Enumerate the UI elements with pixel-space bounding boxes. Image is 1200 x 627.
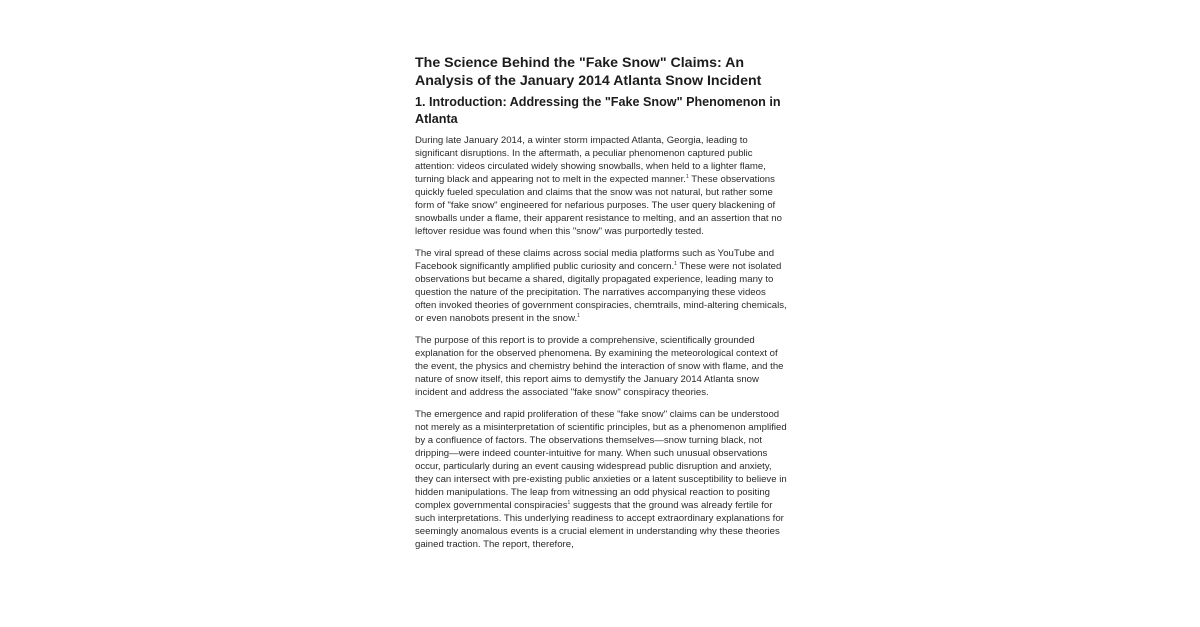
paragraph-1 [415,134,787,238]
paragraph-2-text-b: These were not isolated observations but became a shared, digitally propagated experience, leading many to question the nature of the precipitation. The narratives accompanying these videos often invoked theories of government conspiracies, chemtrails, mind-altering chemicals, or even nanobots present in the snow. [415,261,787,324]
footnote-marker[interactable]: 1 [577,312,580,319]
paragraph-1-text-b: These observations quickly fueled speculation and claims that the snow was not natural, but rather some form of "fake snow" engineered for nefarious purposes. The user query blackening of snowballs under a flame, their apparent resistance to melting, and an assertion that no leftover residue was found when this "snow" was purportedly tested. [415,174,782,237]
document-title: The Science Behind the "Fake Snow" Claims: An Analysis of the January 2014 Atlanta Snow Incident [415,55,762,89]
footnote-marker[interactable]: 1 [674,260,677,267]
footnote-marker[interactable]: 1 [685,173,689,180]
paragraph-3-text: The purpose of this report is to provide a comprehensive, scientifically grounded explanation for the observed phenomena. By examining the meteorological context of the event, the physics and chemistry behind the interaction of snow with flame, and the nature of snow itself, this report aims to demystify the January 2014 Atlanta snow incident and address the associated "fake snow" conspiracy theories. [415,335,784,398]
document-page [415,54,787,560]
paragraph-2-text-a: The viral spread of these claims across social media platforms such as YouTube and Facebook significantly amplified public curiosity and concern. [415,248,775,272]
paragraph-4 [415,408,787,551]
paragraph-4-text-b: suggests that the ground was already fertile for such interpretations. This underlying readiness to accept extraordinary explanations for seemingly anomalous events is a crucial element in understanding why these theories gained traction. The report, therefore, [415,500,784,550]
paragraph-4-text-a: The emergence and rapid proliferation of these "fake snow" claims can be understood not merely as a misinterpretation of scientific principles, but as a phenomenon amplified by a confluence of factors. The observations themselves—snow turning black, not dripping—were indeed counter-intuitive for many. When such unusual observations occur, particularly during an event causing widespread public disruption and anxiety, they can intersect with pre-existing public anxieties or a latent susceptibility to believe in hidden manipulations. The leap from witnessing an odd physical reaction to positing complex governmental conspiracies [415,409,787,511]
paragraph-2 [415,247,787,325]
section-heading: 1. Introduction: Addressing the "Fake Snow" Phenomenon in Atlanta [415,95,781,126]
footnote-marker[interactable]: 1 [567,499,571,506]
paragraph-1-text-a: During late January 2014, a winter storm impacted Atlanta, Georgia, leading to significant disruptions. In the aftermath, a peculiar phenomenon captured public attention: videos circulated widely showing snowballs, when held to a lighter flame, turning black and appearing not to melt in the expected manner. [415,135,766,185]
paragraph-3 [415,334,787,399]
